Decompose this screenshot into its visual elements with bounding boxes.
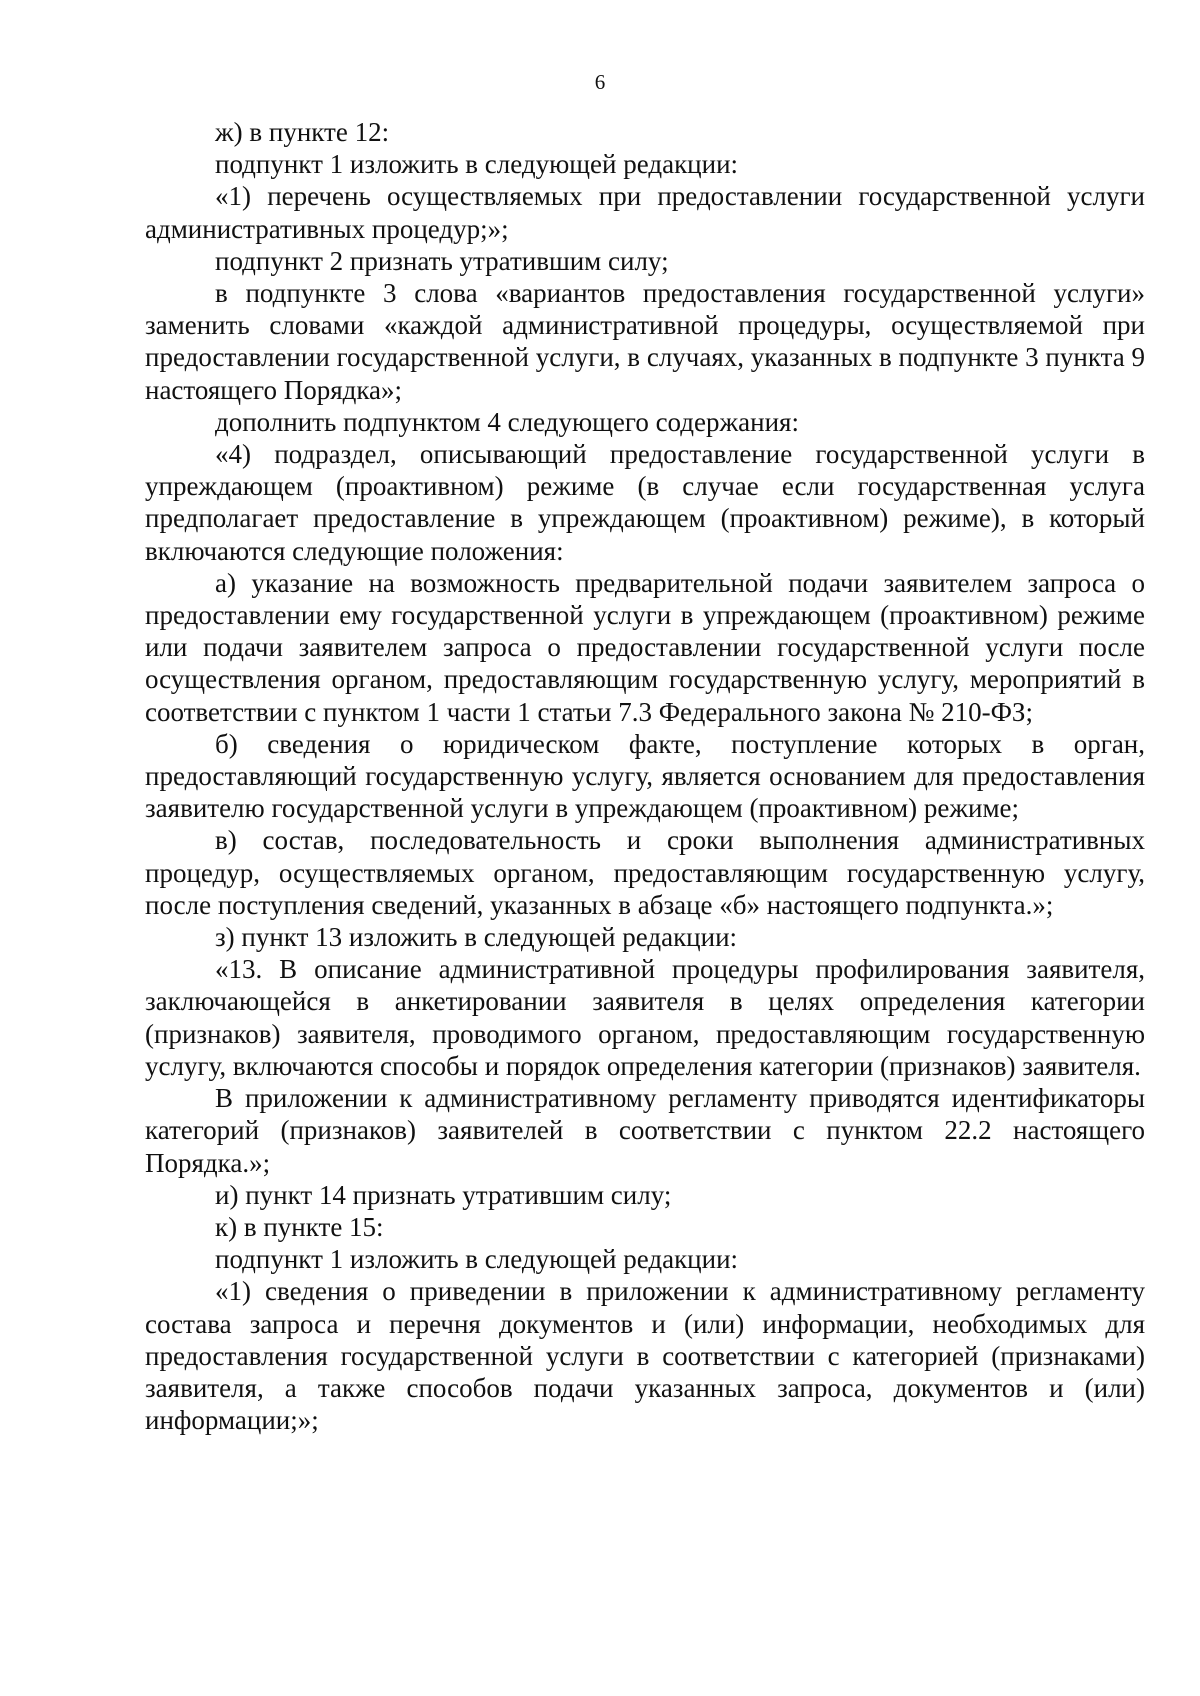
paragraph-item-a: а) указание на возможность предварительной подачи заявителем запроса о предоставлении ему государственной услуги в упреждающем (проактивном) режиме или подачи заявителем запроса о предоставлении государственной услуги после осуществления органом, предоставляющим государственную услугу, мероприятий в соответствии с пунктом 1 части 1 статьи 7.3 Федерального закона № 210-ФЗ; — [145, 567, 1145, 727]
document-body — [145, 116, 1145, 1436]
paragraph-point-13-text: «13. В описание административной процедуры профилирования заявителя, заключающейся в анкетировании заявителя в целях определения категории (признаков) заявителя, проводимого органом, предоставляющим государственную услугу, включаются способы и порядок определения категории (признаков) заявителя. — [145, 954, 1145, 1081]
paragraph-z-point-13: з) пункт 13 изложить в следующей редакции: — [215, 922, 738, 953]
paragraph-subpoint-3-replace: в подпункте 3 слова «вариантов предоставления государственной услуги» заменить словами «каждой административной процедуры, осуществляемой при предоставлении государственной услуги, в случаях, указанных в подпункте 3 пункта 9 настоящего Порядка»; — [145, 278, 1145, 405]
paragraph-subpoint-2-void: подпункт 2 признать утратившим силу; — [215, 245, 669, 276]
paragraph-point-13-appendix: В приложении к административному регламенту приводятся идентификаторы категорий (признаков) заявителей в соответствии с пунктом 22.2 настоящего Порядка.»; — [145, 1083, 1145, 1178]
page-number: 6 — [594, 70, 606, 94]
paragraph-point-15-subpoint-1-edit: подпункт 1 изложить в следующей редакции: — [215, 1244, 739, 1275]
paragraph-subpoint-1-text: «1) перечень осуществляемых при предоставлении государственной услуги административных процедур;»; — [145, 181, 1145, 244]
paragraph-k-point-15: к) в пункте 15: — [215, 1211, 384, 1242]
paragraph-subpoint-1-edit: подпункт 1 изложить в следующей редакции: — [215, 149, 739, 180]
paragraph-add-subpoint-4: дополнить подпунктом 4 следующего содержания: — [215, 406, 799, 437]
paragraph-item-v: в) состав, последовательность и сроки выполнения административных процедур, осуществляемых органом, предоставляющим государственную услугу, после поступления сведений, указанных в абзаце «б» настоящего подпункта.»; — [145, 825, 1145, 920]
paragraph-subpoint-4-text: «4) подраздел, описывающий предоставление государственной услуги в упреждающем (проактивном) режиме (в случае если государственная услуга предполагает предоставление в упреждающем (проактивном) режиме), в который включаются следующие положения: — [145, 439, 1145, 566]
paragraph-point-15-subpoint-1-text: «1) сведения о приведении в приложении к административному регламенту состава запроса и перечня документов и (или) информации, необходимых для предоставления государственной услуги в соответствии с категорией (признаками) заявителя, а также способов подачи указанных запроса, документов и (или) информации;»; — [145, 1276, 1145, 1436]
paragraph-i-point-14-void: и) пункт 14 признать утратившим силу; — [215, 1179, 672, 1210]
paragraph-zh-point-12: ж) в пункте 12: — [215, 117, 390, 147]
paragraph-item-b: б) сведения о юридическом факте, поступление которых в орган, предоставляющий государственную услугу, является основанием для предоставления заявителю государственной услуги в упреждающем (проактивном) режиме; — [145, 728, 1145, 824]
